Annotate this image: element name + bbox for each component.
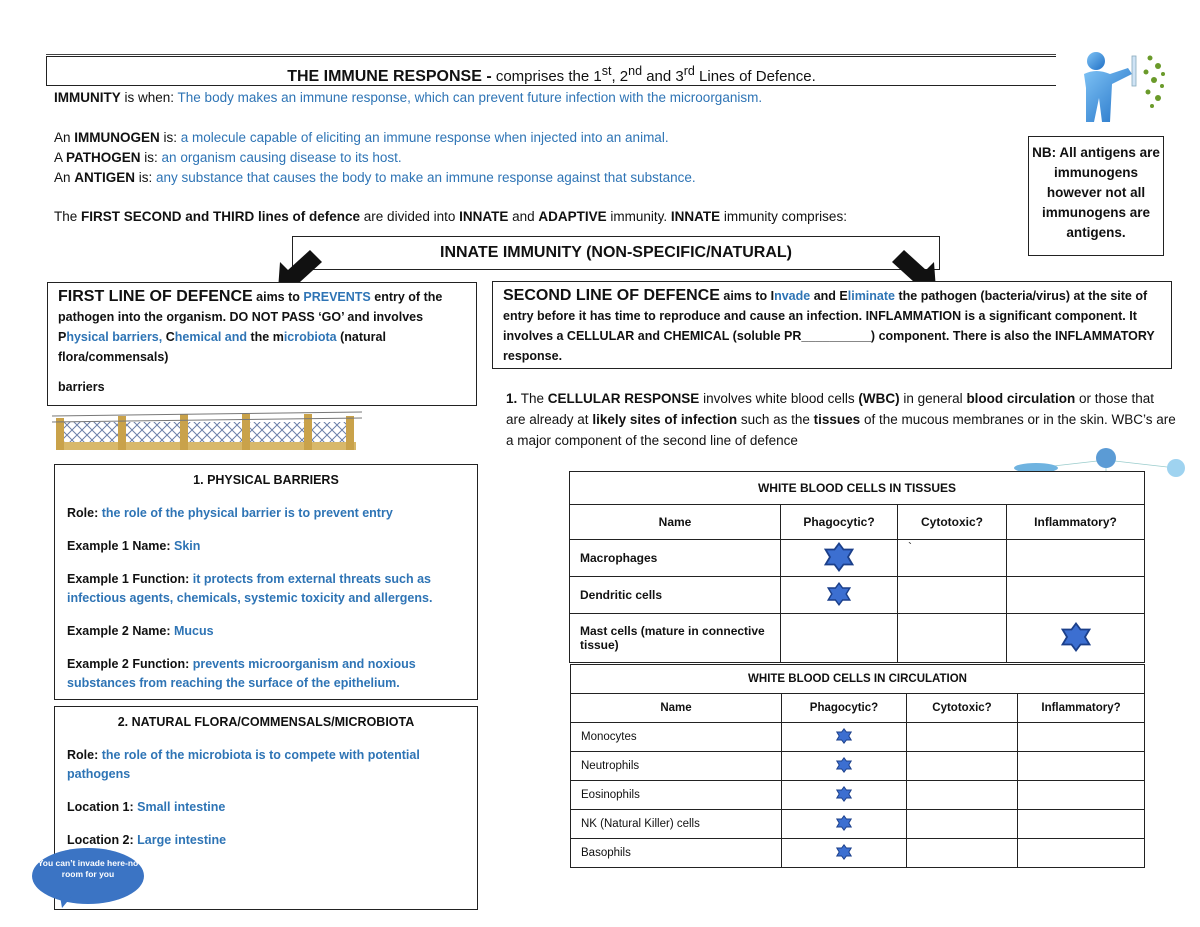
cell-name: NK (Natural Killer) cells — [571, 810, 782, 839]
immunogen-definition: An IMMUNOGEN is: a molecule capable of eliciting an immune response when injected into an animal. — [54, 130, 669, 145]
cell-name: Mast cells (mature in connective tissue) — [570, 614, 781, 663]
cell-name: Macrophages — [570, 540, 781, 577]
flora-role: Role: the role of the microbiota is to compete with potential pathogens — [67, 748, 420, 781]
circulation-table-row — [571, 752, 1145, 781]
check-mark-icon — [836, 728, 852, 744]
inflammatory-cell — [1007, 614, 1145, 663]
cell-name: Basophils — [571, 839, 782, 868]
cell-name: Monocytes — [571, 723, 782, 752]
phagocytic-cell — [782, 839, 907, 868]
circulation-table-row — [571, 781, 1145, 810]
circulation-table-row — [571, 839, 1145, 868]
check-mark-icon — [836, 844, 852, 860]
inflammatory-cell — [1018, 752, 1145, 781]
circulation-table-title: WHITE BLOOD CELLS IN CIRCULATION — [571, 665, 1145, 694]
tissue-table-row — [570, 614, 1145, 663]
wbc-tissues-table — [569, 471, 1145, 663]
barriers-label: barriers — [58, 380, 105, 394]
phagocytic-cell — [782, 781, 907, 810]
first-line-of-defence-box: FIRST LINE OF DEFENCE aims to PREVENTS entry of the pathogen into the organism. DO NOT PASS ‘GO’ and involves Physical barriers, Chemical and the microbiota (natural flora/commensals) barriers — [47, 282, 477, 406]
phagocytic-cell — [782, 810, 907, 839]
check-mark-icon — [836, 815, 852, 831]
physical-ex1-function: Example 1 Function: it protects from external threats such as infectious agents, chemicals, systemic toxicity and allergens. — [67, 572, 433, 605]
check-mark-icon — [824, 542, 854, 572]
title-rule — [46, 54, 1056, 55]
speech-bubble: You can’t invade here-no room for you — [32, 848, 144, 904]
phagocytic-cell — [782, 723, 907, 752]
cytotoxic-cell: ` — [898, 540, 1007, 577]
tissue-table-header-row: Name Phagocytic? Cytotoxic? Inflammatory? — [570, 505, 1145, 540]
inflammatory-cell — [1007, 577, 1145, 614]
page-title: THE IMMUNE RESPONSE - comprises the 1st, 2nd and 3rd Lines of Defence. — [46, 56, 1056, 86]
inflammatory-cell — [1018, 723, 1145, 752]
immune-person-figure — [1066, 48, 1170, 124]
physical-barriers-title: 1. PHYSICAL BARRIERS — [193, 473, 339, 487]
tissue-table-row — [570, 540, 1145, 577]
phagocytic-cell — [781, 540, 898, 577]
tissue-table-title: WHITE BLOOD CELLS IN TISSUES — [570, 472, 1145, 505]
natural-flora-title: 2. NATURAL FLORA/COMMENSALS/MICROBIOTA — [117, 715, 415, 729]
cellular-response-text: 1. The CELLULAR RESPONSE involves white blood cells (WBC) in general blood circulation or those that are already at likely sites of infection such as the tissues of the mucous membranes or in the skin. WBC’s are a major component of the second line of defence — [506, 391, 1176, 448]
cell-name: Eosinophils — [571, 781, 782, 810]
cell-name: Neutrophils — [571, 752, 782, 781]
lines-intro: The FIRST SECOND and THIRD lines of defence are divided into INNATE and ADAPTIVE immunity. INNATE immunity comprises: — [54, 209, 847, 224]
cytotoxic-cell — [907, 723, 1018, 752]
physical-ex1-name: Example 1 Name: Skin — [67, 539, 201, 553]
nb-note-box: NB: All antigens are immunogens however not all immunogens are antigens. — [1028, 136, 1164, 256]
flora-location-1: Location 1: Small intestine — [67, 800, 226, 814]
physical-barriers-box — [54, 464, 478, 700]
innate-immunity-header: INNATE IMMUNITY (NON-SPECIFIC/NATURAL) — [292, 236, 940, 270]
check-mark-icon — [1061, 622, 1091, 652]
circulation-table-row — [571, 810, 1145, 839]
phagocytic-cell — [781, 577, 898, 614]
cytotoxic-cell — [898, 577, 1007, 614]
phagocytic-cell — [782, 752, 907, 781]
check-mark-icon — [836, 757, 852, 773]
physical-role: Role: the role of the physical barrier is to prevent entry — [67, 506, 393, 520]
inflammatory-cell — [1018, 781, 1145, 810]
check-mark-icon — [836, 786, 852, 802]
cytotoxic-cell — [907, 839, 1018, 868]
fence-illustration — [52, 410, 364, 456]
inflammatory-cell — [1018, 810, 1145, 839]
inflammatory-cell — [1007, 540, 1145, 577]
cell-name: Dendritic cells — [570, 577, 781, 614]
cytotoxic-cell — [907, 810, 1018, 839]
immunity-definition: IMMUNITY is when: The body makes an immune response, which can prevent future infection with the microorganism. — [54, 90, 763, 105]
physical-ex2-name: Example 2 Name: Mucus — [67, 624, 214, 638]
circulation-table-header-row: Name Phagocytic? Cytotoxic? Inflammatory? — [571, 694, 1145, 723]
cytotoxic-cell — [898, 614, 1007, 663]
antigen-definition: An ANTIGEN is: any substance that causes the body to make an immune response against that substance. — [54, 170, 696, 185]
phagocytic-cell — [781, 614, 898, 663]
pathogen-definition: A PATHOGEN is: an organism causing disease to its host. — [54, 150, 402, 165]
check-mark-icon — [827, 582, 851, 606]
physical-ex2-function: Example 2 Function: prevents microorganism and noxious substances from reaching the surface of the epithelium. — [67, 657, 416, 690]
cytotoxic-cell — [907, 781, 1018, 810]
wbc-circulation-table — [570, 664, 1145, 868]
circulation-table-row — [571, 723, 1145, 752]
tissue-table-row — [570, 577, 1145, 614]
inflammatory-cell — [1018, 839, 1145, 868]
flora-location-2: Location 2: Large intestine — [67, 833, 227, 847]
cytotoxic-cell — [907, 752, 1018, 781]
second-line-of-defence-box: SECOND LINE OF DEFENCE aims to Invade and Eliminate the pathogen (bacteria/virus) at the site of entry before it has time to reproduce and cause an infection. INFLAMMATION is a significant component. It involves a CELLULAR and CHEMICAL (soluble PR__________) component. There is also the INFLAMMATORY response. — [492, 281, 1172, 369]
speech-bubble-tail — [58, 896, 74, 910]
